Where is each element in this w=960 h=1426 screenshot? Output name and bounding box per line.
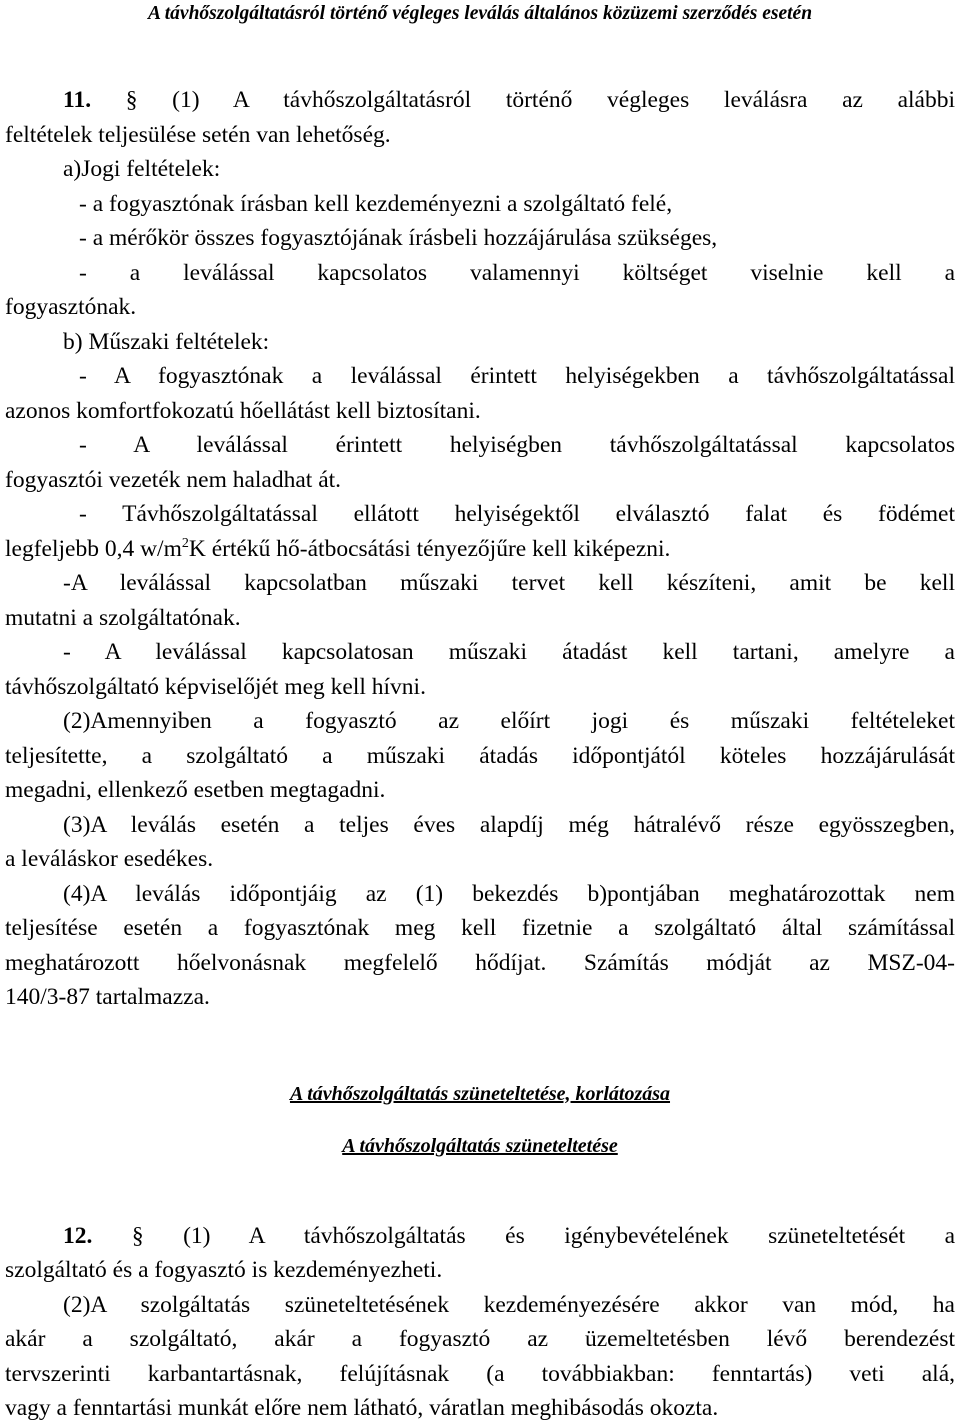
document-title: A távhőszolgáltatásról történő végleges leválás általános közüzemi szerződés esetén bbox=[147, 3, 813, 24]
u-value-text: legfeljebb 0,4 w/m bbox=[5, 535, 182, 562]
paragraph-2-line: (2)Amennyiben a fogyasztó az előírt jogi és műszaki feltételeket bbox=[63, 708, 955, 734]
section-subheading: A távhőszolgáltatás szüneteltetése bbox=[342, 1134, 618, 1157]
spacer bbox=[5, 1015, 955, 1077]
section-12-line-1 bbox=[5, 1219, 955, 1254]
paragraph-3-line: a leváláskor esedékes. bbox=[5, 846, 214, 872]
u-value-text-rest: K értékű hő-átbocsátási tényezőjűre kell kiképezni. bbox=[188, 535, 671, 562]
legal-condition-item-cont: fogyasztónak. bbox=[5, 294, 137, 320]
paragraph-3-line: (3)A leválás esetén a teljes éves alapdíj még hátralévő része egyösszegben, bbox=[63, 811, 955, 838]
section-12-line-2: szolgáltató és a fogyasztó is kezdeményezheti. bbox=[5, 1257, 443, 1283]
paragraph-mark: § bbox=[125, 87, 138, 113]
legal-conditions-heading: a)Jogi feltételek: bbox=[63, 156, 221, 182]
technical-conditions-heading: b) Műszaki feltételek: bbox=[63, 328, 270, 355]
section-text: (1) A távhőszolgáltatás és igénybevételének szüneteltetését a bbox=[183, 1222, 955, 1249]
legal-condition-item: - a leválással kapcsolatos valamennyi költséget viselnie kell a bbox=[79, 259, 955, 286]
paragraph-2-line: megadni, ellenkező esetben megtagadni. bbox=[5, 777, 386, 803]
section-11-line-2: feltételek teljesülése setén van lehetőség. bbox=[5, 121, 391, 148]
technical-condition-item-cont bbox=[5, 532, 955, 567]
section-text: (1) A távhőszolgáltatásról történő végleges leválásra az alábbi bbox=[172, 87, 955, 113]
technical-condition-item: - A leválással kapcsolatosan műszaki átadást kell tartani, amelyre a bbox=[63, 639, 955, 665]
technical-condition-item: -A leválással kapcsolatban műszaki tervet kell készíteni, amit be kell bbox=[63, 570, 955, 596]
section-12-paragraph-2-line: tervszerinti karbantartásnak, felújításnak (a továbbiakban: fenntartás) veti alá, bbox=[5, 1360, 955, 1387]
technical-condition-item: - Távhőszolgáltatással ellátott helyiségektől elválasztó falat és födémet bbox=[79, 501, 955, 527]
spacer bbox=[5, 1163, 955, 1219]
section-number: 12. bbox=[63, 1222, 93, 1249]
technical-condition-item: - A leválással érintett helyiségben távhőszolgáltatással kapcsolatos bbox=[79, 432, 955, 458]
paragraph-4-line: 140/3-87 tartalmazza. bbox=[5, 984, 210, 1010]
technical-condition-item-cont: fogyasztói vezeték nem haladhat át. bbox=[5, 466, 342, 493]
technical-condition-item: - A fogyasztónak a leválással érintett helyiségekben a távhőszolgáltatással bbox=[79, 363, 955, 389]
technical-condition-item-cont: azonos komfortfokozatú hőellátást kell biztosítani. bbox=[5, 397, 481, 424]
section-number: 11. bbox=[63, 87, 92, 113]
paragraph-4-line: teljesítése esetén a fogyasztónak meg kell fizetnie a szolgáltató által számítással bbox=[5, 915, 955, 941]
technical-condition-item-cont: távhőszolgáltató képviselőjét meg kell hívni. bbox=[5, 673, 426, 700]
technical-condition-item-cont: mutatni a szolgáltatónak. bbox=[5, 604, 241, 631]
spacer bbox=[5, 30, 955, 83]
legal-condition-item: - a fogyasztónak írásban kell kezdeményezni a szolgáltató felé, bbox=[79, 190, 673, 217]
legal-condition-item: - a mérőkör összes fogyasztójának írásbeli hozzájárulása szükséges, bbox=[79, 225, 718, 251]
spacer bbox=[5, 1111, 955, 1129]
section-heading: A távhőszolgáltatás szüneteltetése, korlátozása bbox=[289, 1082, 671, 1105]
document-page bbox=[5, 0, 955, 1426]
paragraph-2-line: teljesítette, a szolgáltató a műszaki átadás időpontjától köteles hozzájárulását bbox=[5, 742, 955, 769]
section-11-line-1 bbox=[5, 83, 955, 118]
paragraph-4-line: (4)A leválás időpontjáig az (1) bekezdés b)pontjában meghatározottak nem bbox=[63, 880, 955, 907]
paragraph-mark: § bbox=[131, 1222, 144, 1249]
section-12-paragraph-2-line: vagy a fenntartási munkát előre nem látható, váratlan meghibásodás okozta. bbox=[5, 1395, 719, 1421]
section-12-paragraph-2-line: akár a szolgáltató, akár a fogyasztó az üzemeltetésben lévő berendezést bbox=[5, 1326, 955, 1352]
paragraph-4-line: meghatározott hőelvonásnak megfelelő hődíjat. Számítás módját az MSZ-04- bbox=[5, 949, 955, 976]
superscript: 2 bbox=[181, 535, 189, 551]
section-12-paragraph-2-line: (2)A szolgáltatás szüneteltetésének kezdeményezésére akkor van mód, ha bbox=[63, 1291, 955, 1318]
